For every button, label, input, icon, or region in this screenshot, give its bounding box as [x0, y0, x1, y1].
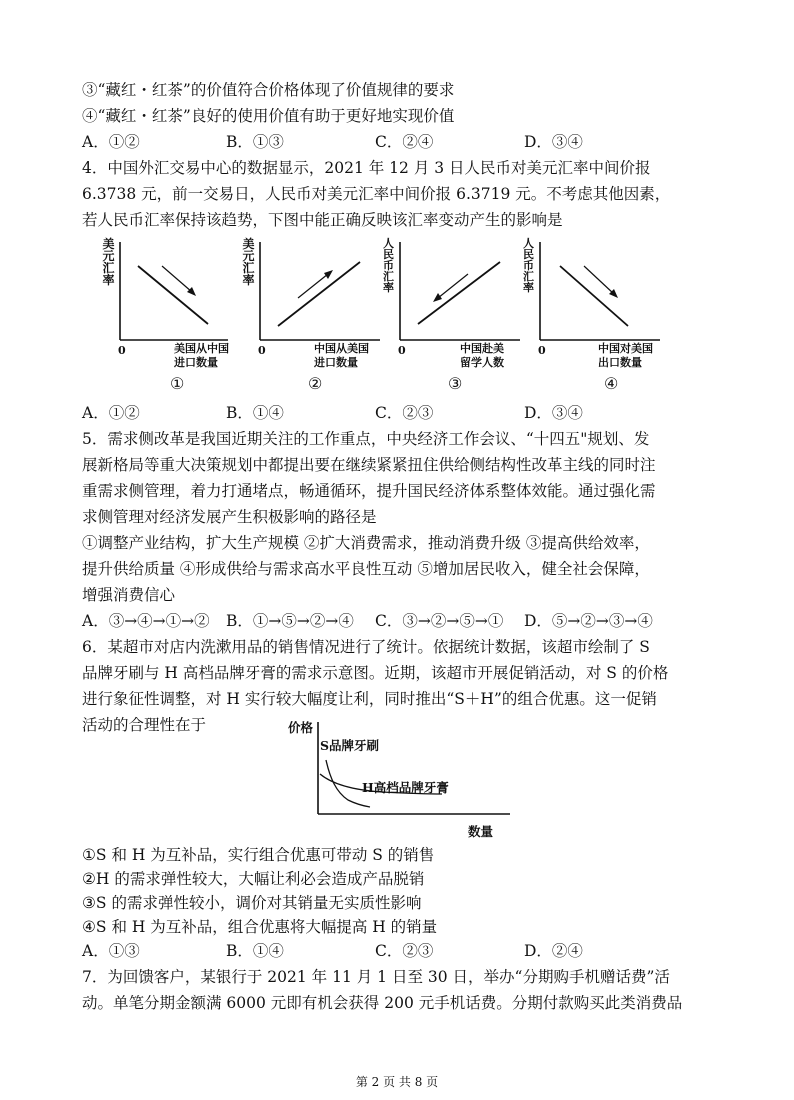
q3-option-a: A．①②: [82, 133, 140, 151]
q5-line-2: 展新格局等重大决策规划中都提出要在继续紧紧扭住供给侧结构性改革主线的同时注: [82, 456, 656, 474]
q4-graph-2: [238, 238, 388, 398]
q6-option-a: A．①③: [82, 942, 140, 960]
graph-1-curve: [138, 266, 208, 324]
graph-3-arrow: [438, 274, 468, 298]
q6-statement-4: ④S 和 H 为互补品，组合优惠将大幅提高 H 的销量: [82, 918, 438, 936]
graph-1-arrow: [162, 266, 192, 292]
q6-option-d: D．②④: [524, 942, 583, 960]
graph-1-number: ①: [170, 374, 185, 393]
q5-line-6: 提升供给质量 ④形成供给与需求高水平良性互动 ⑤增加居民收入，健全社会保障，: [82, 560, 650, 578]
q4-line-2: 6.3738 元，前一交易日，人民币对美元汇率中间价报 6.3719 元。不考虑其他因素，: [82, 185, 671, 203]
q5-option-d: D．⑤→②→③→④: [524, 612, 653, 630]
page-footer: 第 2 页 共 8 页: [355, 1075, 439, 1089]
q5-line-5: ①调整产业结构，扩大生产规模 ②扩大消费需求，推动消费升级 ③提高供给效率，: [82, 534, 650, 552]
q3-option-d: D．③④: [524, 133, 583, 151]
graph-4-xlabel-2: 出口数量: [598, 356, 642, 369]
q6-line-2: 品牌牙刷与 H 高档品牌牙膏的需求示意图。近期，该超市开展促销活动，对 S 的价格: [82, 664, 669, 682]
q4-option-b: B．①④: [226, 404, 284, 422]
q6-statement-2: ②H 的需求弹性较大，大幅让利必会造成产品脱销: [82, 870, 425, 888]
q5-line-1: 5．需求侧改革是我国近期关注的工作重点，中央经济工作会议、“十四五"规划、发: [82, 430, 650, 448]
q6-statement-3: ③S 的需求弹性较小，调价对其销量无实质性影响: [82, 894, 422, 912]
graph-1-xlabel-1: 美国从中国: [174, 342, 229, 355]
q6-option-c: C．②③: [375, 942, 434, 960]
q4-line-1: 4．中国外汇交易中心的数据显示，2021 年 12 月 3 日人民币对美元汇率中间价报: [82, 159, 651, 177]
graph-2-ylabel: 美元汇率: [242, 237, 255, 287]
q6-line-1: 6．某超市对店内洗漱用品的销售情况进行了统计。依据统计数据，该超市绘制了 S: [82, 638, 650, 656]
q4-graph-1: [98, 238, 248, 398]
q7-line-1: 7．为回馈客户，某银行于 2021 年 11 月 1 日至 30 日，举办“分期购手机赠话费”活: [82, 968, 670, 986]
q3-statement-3: ③“藏红・红茶”的价值符合价格体现了价值规律的要求: [82, 81, 455, 99]
graph-3-ylabel: 人民币汇率: [383, 237, 394, 294]
q4-graph-3: [378, 238, 528, 398]
graph-4-arrow: [584, 266, 614, 294]
q6-line-3: 进行象征性调整，对 H 实行较大幅度让利，同时推出“S＋H”的组合优惠。这一促销: [82, 690, 657, 708]
q6-demand-chart: [288, 718, 532, 840]
graph-2-number: ②: [308, 374, 323, 393]
q3-option-c: C．②④: [375, 133, 434, 151]
graph-1-xlabel-2: 进口数量: [174, 356, 218, 369]
graph-4-xlabel-1: 中国对美国: [598, 342, 653, 355]
graph-3-origin: 0: [398, 344, 406, 357]
graph-3-xlabel-1: 中国赴美: [460, 342, 504, 355]
q5-line-4: 求侧管理对经济发展产生积极影响的路径是: [82, 508, 377, 526]
graph-3-curve: [418, 262, 500, 324]
graph-4-origin: 0: [538, 344, 546, 357]
demand-ylabel: 价格: [288, 720, 314, 735]
q5-option-c: C．③→②→⑤→①: [375, 612, 504, 630]
graph-3-number: ③: [448, 374, 463, 393]
q4-graph-4: [518, 238, 668, 398]
graph-2-xlabel-1: 中国从美国: [314, 342, 369, 355]
q7-line-2: 动。单笔分期金额满 6000 元即有机会获得 200 元手机话费。分期付款购买此类消费品: [82, 994, 683, 1012]
q5-line-7: 增强消费信心: [82, 586, 176, 604]
demand-xlabel: 数量: [468, 824, 494, 839]
graph-4-plot: [518, 238, 668, 398]
graph-1-ylabel: 美元汇率: [102, 237, 115, 287]
q5-option-b: B．①→⑤→②→④: [226, 612, 354, 630]
q6-option-b: B．①④: [226, 942, 284, 960]
q4-option-c: C．②③: [375, 404, 434, 422]
graph-1-origin: 0: [118, 344, 126, 357]
q3-statement-4: ④“藏红・红茶”良好的使用价值有助于更好地实现价值: [82, 107, 455, 125]
q5-option-a: A．③→④→①→②: [82, 612, 210, 630]
q4-option-d: D．③④: [524, 404, 583, 422]
s-series-label: S品牌牙刷: [320, 738, 380, 753]
q4-option-a: A．①②: [82, 404, 140, 422]
q4-line-3: 若人民币汇率保持该趋势，下图中能正确反映该汇率变动产生的影响是: [82, 211, 563, 229]
q5-line-3: 重需求侧管理，着力打通堵点，畅通循环，提升国民经济体系整体效能。通过强化需: [82, 482, 656, 500]
graph-4-number: ④: [604, 374, 619, 393]
q6-line-4: 活动的合理性在于: [82, 716, 207, 734]
graph-2-origin: 0: [258, 344, 266, 357]
graph-2-xlabel-2: 进口数量: [314, 356, 358, 369]
graph-2-arrow: [298, 274, 328, 298]
graph-2-curve: [278, 262, 360, 326]
q3-option-b: B．①③: [226, 133, 284, 151]
graph-4-ylabel: 人民币汇率: [523, 237, 534, 294]
q6-statement-1: ①S 和 H 为互补品，实行组合优惠可带动 S 的销售: [82, 846, 435, 864]
graph-3-xlabel-2: 留学人数: [460, 356, 504, 369]
h-series-label: H高档品牌牙膏: [362, 780, 449, 795]
